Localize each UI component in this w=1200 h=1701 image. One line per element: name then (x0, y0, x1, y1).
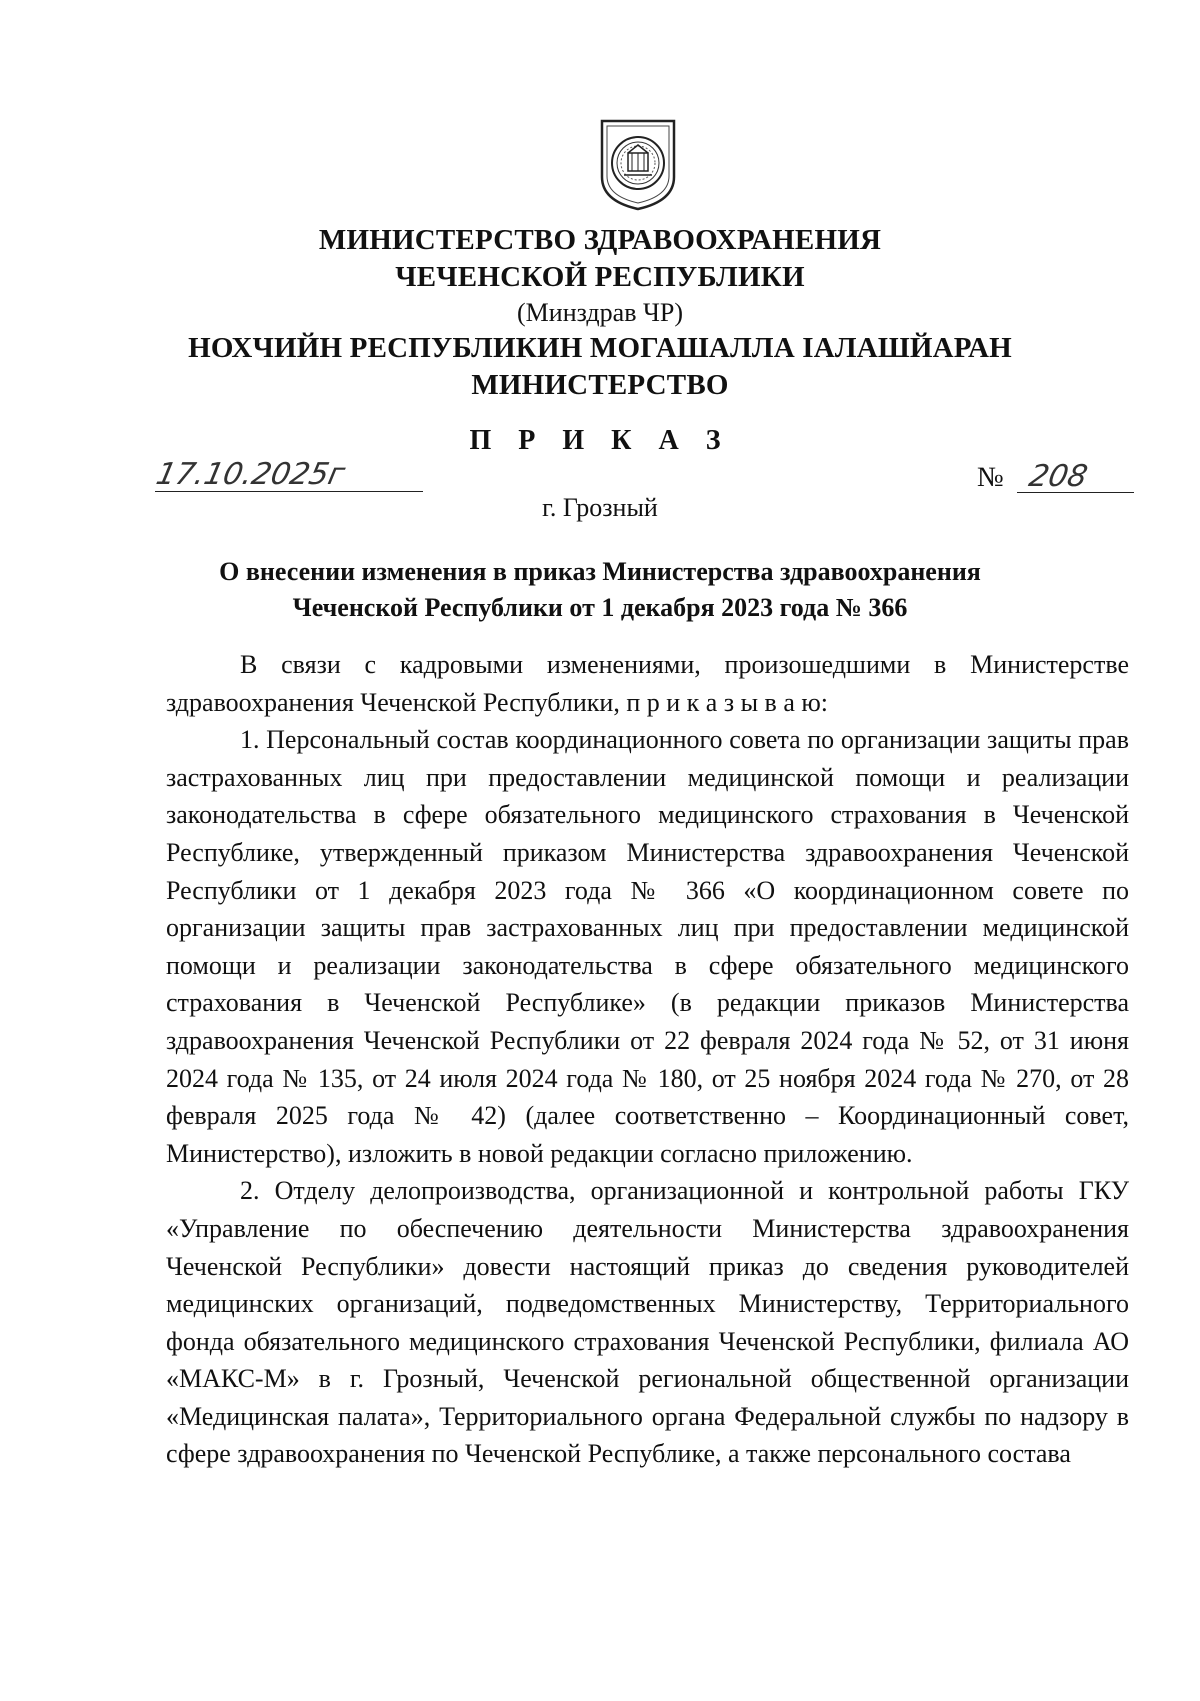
order-subject-line2: Чеченской Республики от 1 декабря 2023 года № 366 (292, 593, 908, 622)
order-date-handwritten (153, 450, 410, 492)
ministry-short-name: (Минздрав ЧР) (517, 298, 683, 327)
ministry-name-ce-line2: МИНИСТЕРСТВО (471, 369, 729, 401)
order-body (166, 646, 1129, 1473)
order-number: 208 (1025, 459, 1091, 494)
ministry-header (0, 222, 1200, 404)
order-city: г. Грозный (542, 493, 658, 522)
order-number-handwritten (1022, 456, 1112, 492)
body-paragraph-intro: В связи с кадровыми изменениями, произошедшими в Министерстве здравоохранения Чеченской Республики, п р и к а з ы в а ю: (166, 650, 1129, 717)
order-title: П Р И К А З (469, 425, 731, 456)
ministry-name-ce-line1: НОХЧИЙН РЕСПУБЛИКИН МОГАШАЛЛА ІАЛАШЙАРАН (188, 332, 1012, 364)
ministry-name-ru-line2: ЧЕЧЕНСКОЙ РЕСПУБЛИКИ (395, 261, 805, 293)
order-subject (140, 554, 1060, 626)
ministry-name-ru-line1: МИНИСТЕРСТВО ЗДРАВООХРАНЕНИЯ (318, 224, 882, 256)
coat-of-arms-icon (598, 115, 678, 211)
order-number-label: № (977, 462, 1004, 493)
order-date: 17.10.2025г (153, 457, 348, 492)
order-subject-line1: О внесении изменения в приказ Министерства здравоохранения (219, 557, 981, 586)
body-paragraph-1: 1. Персональный состав координационного совета по организации защиты прав застрахованных лиц при предоставлении медицинской помощи и реализации законодательства в сфере обязательного медицинского страхования в Чеченской Республике, утвержденный приказом Министерства здравоохранения Чеченской Республики от 1 декабря 2023 года № 366 «О координационном совете по организации защиты прав застрахованных лиц при предоставлении медицинской помощи и реализации законодательства в сфере обязательного медицинского страхования в Чеченской Республике» (в редакции приказов Министерства здравоохранения Чеченской Республики от 22 февраля 2024 года № 52, от 31 июня 2024 года № 135, от 24 июля 2024 года № 180, от 25 ноября 2024 года № 270, от 28 февраля 2025 года № 42) (далее соответственно – Координационный совет, Министерство), изложить в новой редакции согласно приложению. (166, 725, 1129, 1168)
body-paragraph-2: 2. Отделу делопроизводства, организационной и контрольной работы ГКУ «Управление по обеспечению деятельности Министерства здравоохранения Чеченской Республики» довести настоящий приказ до сведения руководителей медицинских организаций, подведомственных Министерству, Территориального фонда обязательного медицинского страхования Чеченской Республики, филиала АО «МАКС-М» в г. Грозный, Чеченской региональной общественной организации «Медицинская палата», Территориального органа Федеральной службы по надзору в сфере здравоохранения по Чеченской Республике, а также персонального состава (166, 1176, 1129, 1469)
